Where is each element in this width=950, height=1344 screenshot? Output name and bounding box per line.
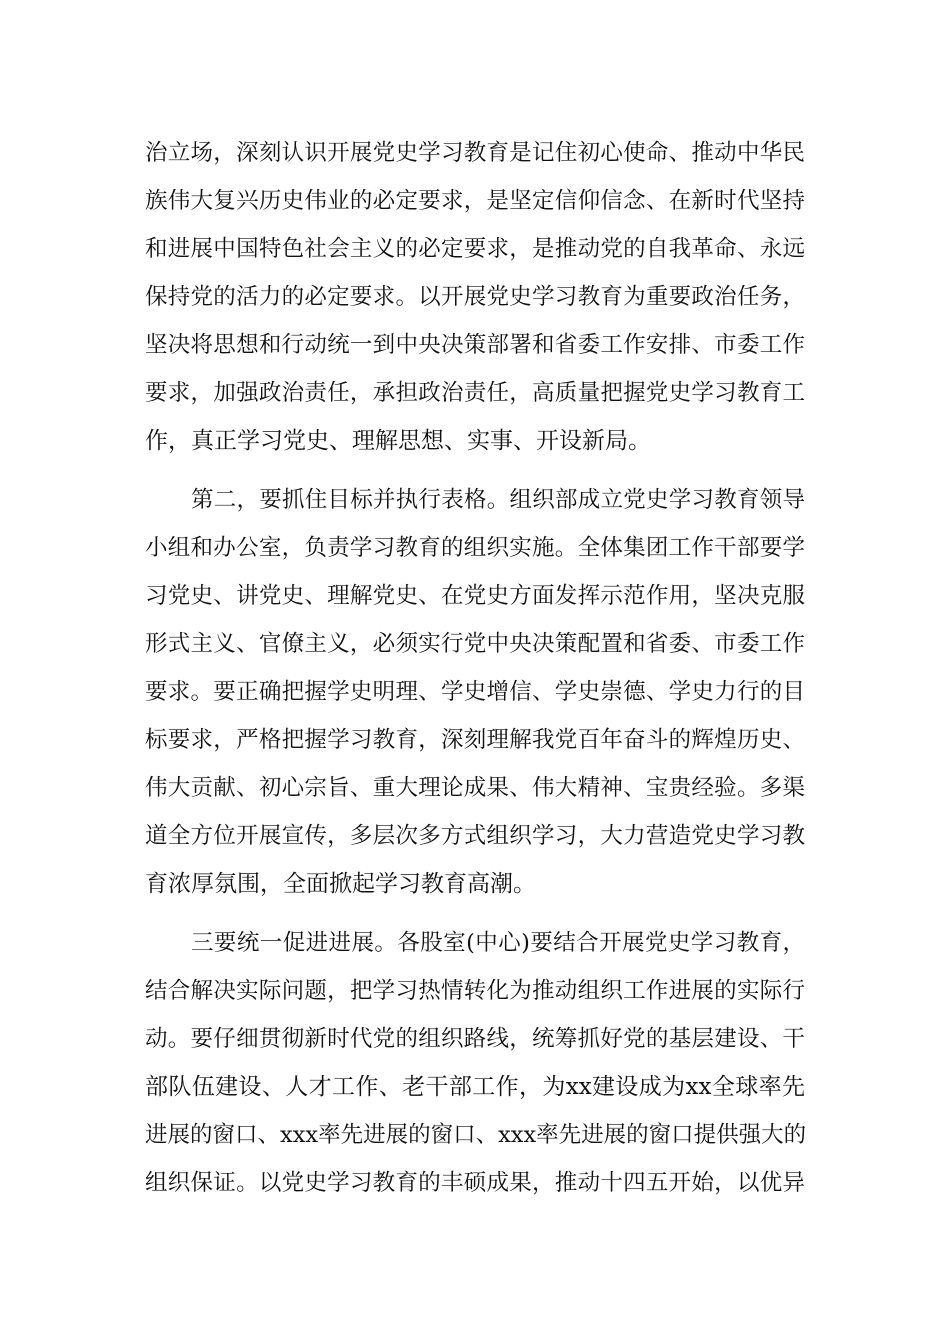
paragraph-3-line-4: 部队伍建设、人才工作、老干部工作，为xx建设成为xx全球率先 [145, 1074, 805, 1100]
paragraph-2-line-7: 伟大贡献、初心宗旨、重大理论成果、伟大精神、宝贵经验。多渠 [145, 775, 805, 801]
paragraph-1-line-5: 坚决将思想和行动统一到中央决策部署和省委工作安排、市委工作 [145, 332, 805, 358]
paragraph-1-line-4: 保持党的活力的必定要求。以开展党史学习教育为重要政治任务， [145, 284, 805, 310]
paragraph-3-line-2: 结合解决实际问题，把学习热情转化为推动组织工作进展的实际行 [145, 978, 805, 1004]
paragraph-3-line-3: 动。要仔细贯彻新时代党的组织路线，统筹抓好党的基层建设、干 [145, 1026, 805, 1052]
paragraph-1-line-6: 要求，加强政治责任，承担政治责任，高质量把握党史学习教育工 [145, 380, 805, 406]
paragraph-2-line-9: 育浓厚氛围，全面掀起学习教育高潮。 [145, 871, 536, 897]
paragraph-3-line-1: 三要统一促进进展。各股室(中心)要结合开展党史学习教育， [191, 930, 805, 956]
paragraph-1-line-3: 和进展中国特色社会主义的必定要求，是推动党的自我革命、永远 [145, 236, 805, 262]
paragraph-2-line-8: 道全方位开展宣传，多层次多方式组织学习，大力营造党史学习教 [145, 823, 805, 849]
paragraph-1-line-7: 作，真正学习党史、理解思想、实事、开设新局。 [145, 428, 651, 454]
paragraph-1-line-1: 治立场，深刻认识开展党史学习教育是记住初心使命、推动中华民 [145, 140, 805, 166]
paragraph-1-line-2: 族伟大复兴历史伟业的必定要求，是坚定信仰信念、在新时代坚持 [145, 188, 805, 214]
paragraph-2-line-2: 小组和办公室，负责学习教育的组织实施。全体集团工作干部要学 [145, 535, 805, 561]
paragraph-2-line-5: 要求。要正确把握学史明理、学史增信、学史崇德、学史力行的目 [145, 679, 805, 705]
paragraph-2-line-3: 习党史、讲党史、理解党史、在党史方面发挥示范作用，坚决克服 [145, 583, 805, 609]
paragraph-3-line-6: 组织保证。以党史学习教育的丰硕成果，推动十四五开始，以优异 [145, 1170, 805, 1196]
paragraph-2-line-1: 第二，要抓住目标并执行表格。组织部成立党史学习教育领导 [191, 487, 805, 513]
paragraph-2-line-4: 形式主义、官僚主义，必须实行党中央决策配置和省委、市委工作 [145, 631, 805, 657]
paragraph-2-line-6: 标要求，严格把握学习教育，深刻理解我党百年奋斗的辉煌历史、 [145, 727, 805, 753]
paragraph-3-line-5: 进展的窗口、xxx率先进展的窗口、xxx率先进展的窗口提供强大的 [145, 1122, 807, 1148]
